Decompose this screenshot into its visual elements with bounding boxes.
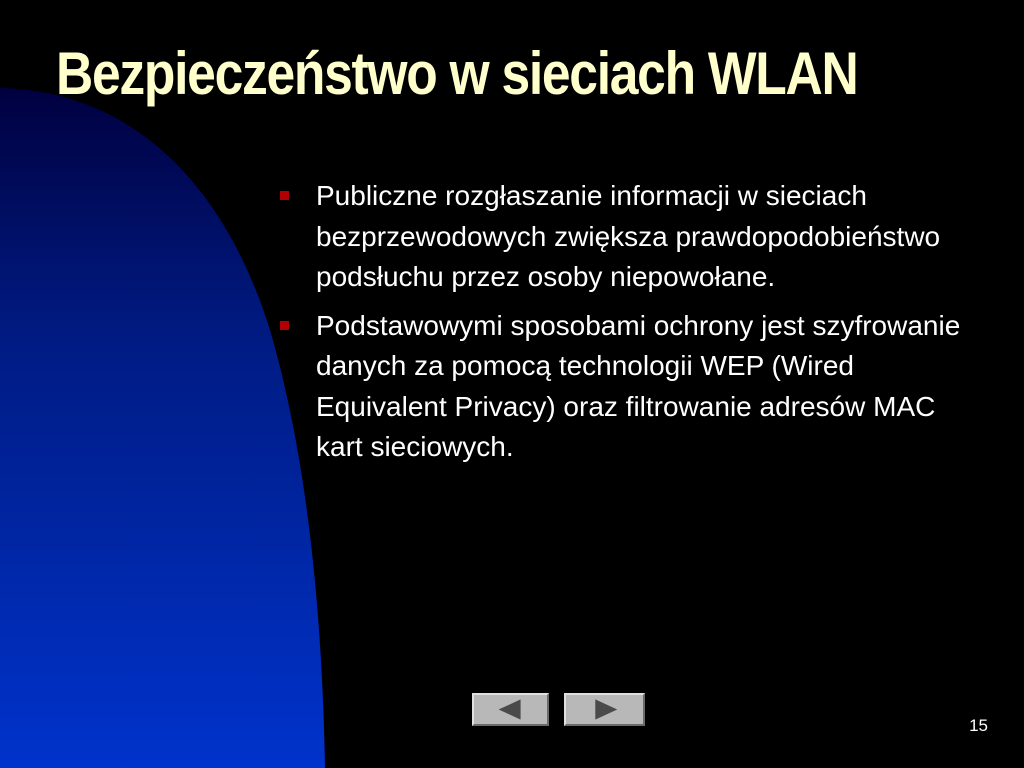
bullet-square-icon	[280, 321, 289, 330]
triangle-right-icon	[566, 695, 643, 724]
bullet-square-icon	[280, 191, 289, 200]
previous-slide-button[interactable]	[472, 693, 549, 726]
bullet-item	[278, 306, 978, 468]
bullet-item	[278, 176, 978, 298]
bullet-list	[278, 176, 978, 476]
triangle-left-icon	[474, 695, 547, 724]
slide-title: Bezpieczeństwo w sieciach WLAN	[56, 40, 858, 107]
next-slide-button[interactable]	[564, 693, 645, 726]
bullet-text: Podstawowymi sposobami ochrony jest szyfrowanie danych za pomocą technologii WEP (Wired Equivalent Privacy) oraz filtrowanie adresów MAC kart sieciowych.	[316, 309, 961, 462]
bullet-text: Publiczne rozgłaszanie informacji w sieciach bezprzewodowych zwiększa prawdopodobieństwo podsłuchu przez osoby niepowołane.	[316, 180, 941, 292]
page-number: 15	[969, 716, 988, 735]
